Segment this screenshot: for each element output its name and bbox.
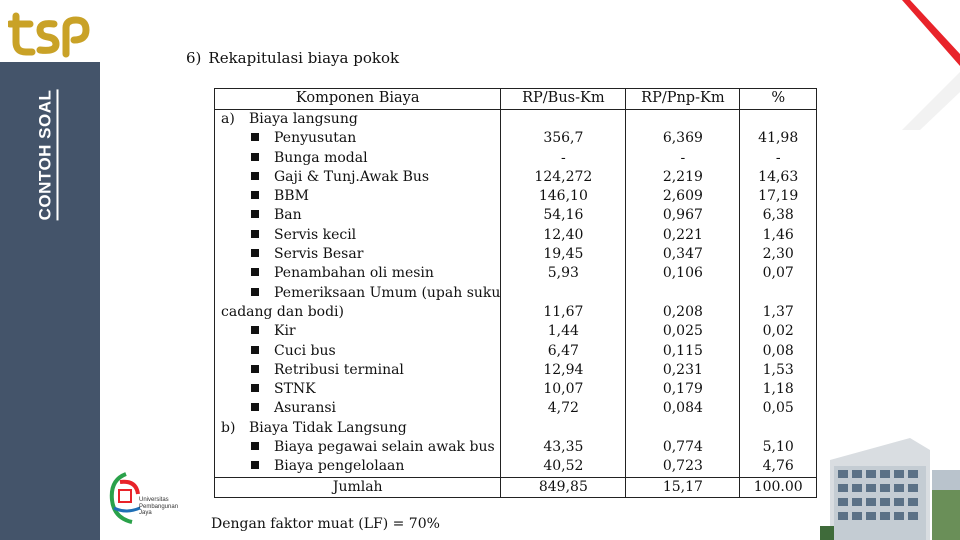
pnp-km-cell: 0,723 xyxy=(626,457,740,477)
pnp-km-cell: 0,221 xyxy=(626,226,740,245)
total-label: Jumlah xyxy=(215,477,501,497)
total-row xyxy=(215,477,817,497)
component-cell xyxy=(215,438,501,457)
table-body xyxy=(215,110,817,478)
cost-recap-table xyxy=(214,88,817,498)
component-cell xyxy=(215,129,501,148)
percent-cell: - xyxy=(740,149,817,168)
component-label: Penambahan oli mesin xyxy=(274,265,434,282)
bus-km-cell: 4,72 xyxy=(501,399,626,418)
table-row xyxy=(215,226,817,245)
bullet-icon xyxy=(251,153,259,161)
table-row xyxy=(215,264,817,283)
percent-cell: 5,10 xyxy=(740,438,817,457)
table-row xyxy=(215,399,817,418)
bus-km-cell: 19,45 xyxy=(501,245,626,264)
component-cell xyxy=(215,361,501,380)
percent-cell: 14,63 xyxy=(740,168,817,187)
table-row xyxy=(215,361,817,380)
component-cell xyxy=(215,419,501,438)
percent-cell: 1,37 xyxy=(740,303,817,322)
bus-km-cell: 146,10 xyxy=(501,187,626,206)
component-label: Retribusi terminal xyxy=(274,361,404,378)
component-cell xyxy=(215,245,501,264)
pnp-km-cell: - xyxy=(626,149,740,168)
component-label: Kir xyxy=(274,323,296,340)
section-marker: a) xyxy=(221,111,235,127)
component-cell xyxy=(215,284,501,303)
component-cell xyxy=(215,264,501,283)
percent-cell: 1,53 xyxy=(740,361,817,380)
table-row xyxy=(215,129,817,148)
component-cell xyxy=(215,399,501,418)
component-label: Cuci bus xyxy=(274,342,336,359)
sidebar-title: CONTOH SOAL xyxy=(33,60,61,250)
total-bus-km: 849,85 xyxy=(501,477,626,497)
bullet-icon xyxy=(251,461,259,469)
table-row xyxy=(215,342,817,361)
bus-km-cell: 1,44 xyxy=(501,322,626,341)
component-cell xyxy=(215,342,501,361)
bullet-icon xyxy=(251,210,259,218)
bullet-icon xyxy=(251,230,259,238)
pnp-km-cell: 0,084 xyxy=(626,399,740,418)
table-row xyxy=(215,206,817,225)
building-illustration xyxy=(820,430,960,540)
table-header-row xyxy=(215,89,817,110)
component-cell xyxy=(215,380,501,399)
bus-km-cell xyxy=(501,110,626,130)
pnp-km-cell: 0,025 xyxy=(626,322,740,341)
component-cell xyxy=(215,206,501,225)
bullet-icon xyxy=(251,326,259,334)
percent-cell: 0,07 xyxy=(740,264,817,283)
university-logo: Universitas Pembangunan Jaya xyxy=(106,470,192,532)
tsp-logo xyxy=(8,8,90,60)
table-row xyxy=(215,438,817,457)
pnp-km-cell: 0,967 xyxy=(626,206,740,225)
bus-km-cell: 40,52 xyxy=(501,457,626,477)
pnp-km-cell: 0,347 xyxy=(626,245,740,264)
percent-cell: 1,18 xyxy=(740,380,817,399)
component-label: Biaya Tidak Langsung xyxy=(249,419,407,436)
table-row xyxy=(215,322,817,341)
bullet-icon xyxy=(251,346,259,354)
pnp-km-cell: 0,115 xyxy=(626,342,740,361)
bus-km-cell: 43,35 xyxy=(501,438,626,457)
component-cell xyxy=(215,187,501,206)
component-cell xyxy=(215,322,501,341)
section-heading: 6) Rekapitulasi biaya pokok xyxy=(186,49,400,67)
percent-cell xyxy=(740,110,817,130)
component-cell xyxy=(215,168,501,187)
table-row xyxy=(215,168,817,187)
bus-km-cell: - xyxy=(501,149,626,168)
pnp-km-cell: 2,609 xyxy=(626,187,740,206)
bus-km-cell: 11,67 xyxy=(501,303,626,322)
component-label: Biaya langsung xyxy=(249,111,358,127)
percent-cell xyxy=(740,419,817,438)
bus-km-cell: 12,40 xyxy=(501,226,626,245)
bus-km-cell: 6,47 xyxy=(501,342,626,361)
component-label: Penyusutan xyxy=(274,130,357,147)
bullet-icon xyxy=(251,403,259,411)
component-label: BBM xyxy=(274,188,309,205)
percent-cell: 41,98 xyxy=(740,129,817,148)
section-marker: b) xyxy=(221,419,236,436)
total-pnp-km: 15,17 xyxy=(626,477,740,497)
pnp-km-cell: 0,106 xyxy=(626,264,740,283)
component-label: cadang dan bodi) xyxy=(221,303,344,320)
bullet-icon xyxy=(251,133,259,141)
bullet-icon xyxy=(251,191,259,199)
percent-cell: 6,38 xyxy=(740,206,817,225)
table-row xyxy=(215,457,817,477)
percent-cell: 17,19 xyxy=(740,187,817,206)
bus-km-cell: 12,94 xyxy=(501,361,626,380)
component-cell xyxy=(215,457,501,477)
component-label: Biaya pegawai selain awak bus xyxy=(274,439,495,456)
percent-cell: 0,05 xyxy=(740,399,817,418)
bullet-icon xyxy=(251,172,259,180)
percent-cell: 4,76 xyxy=(740,457,817,477)
pnp-km-cell: 0,179 xyxy=(626,380,740,399)
pnp-km-cell xyxy=(626,419,740,438)
component-label: Servis Besar xyxy=(274,246,364,263)
header-bus-km: RP/Bus-Km xyxy=(501,89,626,110)
percent-cell xyxy=(740,284,817,303)
header-komponen: Komponen Biaya xyxy=(215,89,501,110)
bus-km-cell xyxy=(501,419,626,438)
header-percent: % xyxy=(740,89,817,110)
component-label: Asuransi xyxy=(274,400,337,417)
table-row xyxy=(215,419,817,438)
total-percent: 100.00 xyxy=(740,477,817,497)
table-row xyxy=(215,110,817,130)
component-label: Ban xyxy=(274,207,302,224)
pnp-km-cell: 2,219 xyxy=(626,168,740,187)
table-row xyxy=(215,245,817,264)
bullet-icon xyxy=(251,249,259,257)
tsp-logo-icon xyxy=(8,8,90,60)
pnp-km-cell: 0,231 xyxy=(626,361,740,380)
component-cell xyxy=(215,226,501,245)
percent-cell: 0,08 xyxy=(740,342,817,361)
bus-km-cell: 356,7 xyxy=(501,129,626,148)
bus-km-cell: 54,16 xyxy=(501,206,626,225)
component-cell xyxy=(215,110,501,130)
table-row xyxy=(215,187,817,206)
pnp-km-cell xyxy=(626,284,740,303)
bullet-icon xyxy=(251,288,259,296)
component-cell xyxy=(215,149,501,168)
table-row xyxy=(215,149,817,168)
bullet-icon xyxy=(251,442,259,450)
bullet-icon xyxy=(251,384,259,392)
table-row xyxy=(215,284,817,303)
percent-cell: 2,30 xyxy=(740,245,817,264)
pnp-km-cell xyxy=(626,110,740,130)
table-row xyxy=(215,303,817,322)
bullet-icon xyxy=(251,365,259,373)
corner-stripe-decoration xyxy=(900,0,960,130)
component-label: Bunga modal xyxy=(274,149,368,166)
component-label: STNK xyxy=(274,381,316,398)
bus-km-cell xyxy=(501,284,626,303)
component-cell xyxy=(215,303,501,322)
header-pnp-km: RP/Pnp-Km xyxy=(626,89,740,110)
table-row xyxy=(215,380,817,399)
percent-cell: 1,46 xyxy=(740,226,817,245)
pnp-km-cell: 0,774 xyxy=(626,438,740,457)
bus-km-cell: 10,07 xyxy=(501,380,626,399)
component-label: Servis kecil xyxy=(274,226,357,243)
bus-km-cell: 5,93 xyxy=(501,264,626,283)
bus-km-cell: 124,272 xyxy=(501,168,626,187)
bullet-icon xyxy=(251,268,259,276)
percent-cell: 0,02 xyxy=(740,322,817,341)
component-label: Biaya pengelolaan xyxy=(274,458,405,475)
load-factor-note: Dengan faktor muat (LF) = 70% xyxy=(211,516,440,532)
pnp-km-cell: 0,208 xyxy=(626,303,740,322)
pnp-km-cell: 6,369 xyxy=(626,129,740,148)
component-label: Gaji & Tunj.Awak Bus xyxy=(274,168,430,185)
component-label: Pemeriksaan Umum (upah suku xyxy=(274,284,501,301)
